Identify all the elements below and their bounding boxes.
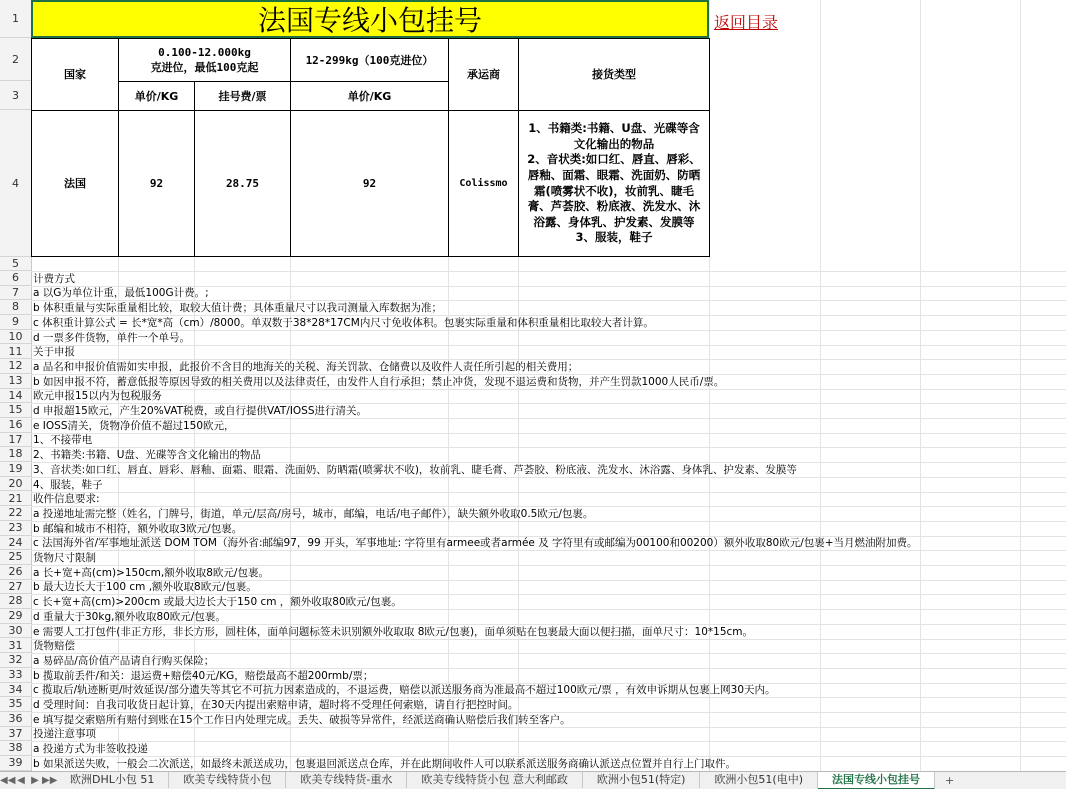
gridline [31,345,1066,346]
range2-header[interactable]: 12-299kg（100克进位） [290,38,449,82]
gridline [31,433,1066,434]
note-line[interactable]: b 如果派送失败，一般会二次派送，如最终未派送成功，包裹退回派送点仓库，并在此期间收件人可以联系派送服务商确认派送点位置并自行上门取件。 [33,757,736,770]
registration-fee-header[interactable]: 挂号费/票 [194,81,291,111]
note-line[interactable]: a 品名和申报价值需如实申报，此报价不含目的地海关的关税、海关罚款、仓储费以及收件人责任所引起的相关费用； [33,360,579,373]
add-sheet-icon[interactable]: + [945,774,955,787]
row-number[interactable]: 36 [0,712,31,727]
gridline [31,639,1066,640]
gridline [31,271,1066,272]
row-number[interactable]: 9 [0,315,31,330]
row-number[interactable]: 31 [0,639,31,654]
sheet-tab[interactable]: 欧洲DHL小包 51 [56,771,169,788]
sheet-tab[interactable]: 欧美专线特货小包 意大利邮政 [407,771,583,788]
note-line[interactable]: 欧元申报15以内为包税服务 [33,390,162,403]
registration-fee-cell[interactable]: 28.75 [194,110,291,257]
row-number[interactable]: 4 [0,110,31,257]
unit-price-cell[interactable]: 92 [118,110,195,257]
row-number[interactable]: 19 [0,462,31,477]
note-line[interactable]: b 邮编和城市不相符，额外收取3欧元/包裹。 [33,522,243,535]
gridline [31,477,1066,478]
row-number[interactable]: 20 [0,477,31,492]
row-number[interactable]: 10 [0,330,31,345]
note-line[interactable]: b 如因申报不符，蓄意低报等原因导致的相关费用以及法律责任，由发件人自行承担；禁止冲货，发现不退运费和货物，并产生罚款1000人民币/票。 [33,375,725,388]
note-line[interactable]: b 揽取前丢件/和关：退运费+赔偿40元/KG，赔偿最高不超200rmb/票； [33,669,374,682]
note-line[interactable]: c 法国海外省/军事地址派送 DOM TOM（海外省:邮编97，99 开头，军事地址: 字符里有armee或者armée 及 字符里有或邮编为00100和00200）额外收取80欧元/包裹+当月燃油附加费。 [33,537,918,550]
row-number[interactable]: 25 [0,550,31,565]
sheet-title-cell[interactable]: 法国专线小包挂号 [31,0,709,38]
row-number[interactable]: 15 [0,403,31,418]
gridline [31,741,1066,742]
sheet-tab[interactable]: 欧美专线特货小包 [169,771,286,788]
note-line[interactable]: 收件信息要求: [33,493,100,506]
row-number[interactable]: 8 [0,300,31,315]
carrier-cell[interactable]: Colissmo [448,110,519,257]
note-line[interactable]: d 申报超15欧元，产生20%VAT税费，或自行提供VAT/IOSS进行清关。 [33,405,368,417]
note-line[interactable]: 3、音状类:如口红、唇直、唇彩、唇釉、面霜、眼霜、洗面奶、防晒霜(喷雾状不收)，妆前乳、睫毛膏、芦荟胶、粉底液、洗发水、沐浴露、身体乳、护发素、发膜等 [33,463,797,476]
range1-header[interactable] [118,38,291,82]
note-line[interactable]: 关于申报 [33,346,75,359]
sheet-tab[interactable]: 欧洲小包51(特定) [583,771,701,788]
note-line[interactable]: 计费方式 [33,272,75,285]
last-sheet-icon[interactable]: ▶▶ [42,775,58,786]
note-line[interactable]: a 投递地址需完整（姓名，门牌号，街道，单元/层高/房号，城市，邮编，电话/电子邮件），缺失额外收取0.5欧元/包裹。 [33,507,594,520]
row-number[interactable]: 28 [0,594,31,609]
first-sheet-icon[interactable]: ◀◀ [0,775,16,786]
gridline [920,0,921,771]
accept-types-cell[interactable]: 1、书籍类:书籍、U盘、光碟等含文化输出的物品 2、音状类:如口红、唇直、唇彩、唇釉、面霜、眼霜、洗面奶、防晒霜(喷雾状不收)，妆前乳、睫毛膏、芦荟胶、粉底液、洗发水、沐浴露、身体乳、护发素、发膜等 3、服装，鞋子 [518,110,710,257]
sheet-tab[interactable]: 法国专线小包挂号 [818,771,935,789]
row-number[interactable]: 17 [0,433,31,448]
row-number[interactable]: 39 [0,756,31,771]
row-number[interactable]: 18 [0,447,31,462]
note-line[interactable]: 投递注意事项 [33,728,96,741]
prev-sheet-icon[interactable]: ◀ [17,775,25,786]
unit-price-header[interactable]: 单价/KG [118,81,195,111]
range1-header-line2: 克进位，最低100克起 [150,61,259,74]
note-line[interactable]: d 受理时间：自我司收货日起计算，在30天内提出索赔申请，超时将不受理任何索赔，请自行把控时间。 [33,699,519,711]
next-sheet-icon[interactable]: ▶ [31,775,39,786]
row-number[interactable]: 12 [0,359,31,374]
note-line[interactable]: a 投递方式为非签收投递 [33,743,148,756]
sheet-tab[interactable]: 欧美专线特货-重水 [286,771,407,788]
gridline [820,0,821,771]
row-number[interactable]: 22 [0,506,31,521]
row-number[interactable]: 5 [0,257,31,271]
row-number[interactable]: 1 [0,0,31,38]
sheet-tabs [56,771,935,789]
back-to-index-link[interactable]: 返回目录 [714,15,779,32]
row-number[interactable]: 2 [0,38,31,81]
row-number[interactable]: 3 [0,81,31,110]
accept-type-header[interactable]: 接货类型 [518,38,710,111]
row-number[interactable]: 34 [0,683,31,698]
note-line[interactable]: a 以G为单位计重，最低100G计费。; [33,287,209,300]
note-line[interactable]: c 揽取后/轨迹断更/时效延误/部分遗失等其它不可抗力因素造成的，不退运费，赔偿以派送服务商为准最高不超过100欧元/票 ，有效申诉期从包裹上网30天内。 [33,684,776,697]
unit-price-header-2[interactable]: 单价/KG [290,81,449,111]
row-number[interactable]: 21 [0,492,31,507]
gridline [31,727,1066,728]
note-line[interactable]: a 易碎品/高价值产品请自行购买保险； [33,654,215,667]
note-line[interactable]: d 一票多件货物，单件一个单号。 [33,331,191,344]
note-line[interactable]: b 体积重量与实际重量相比较，取较大值计费；具体重量尺寸以我司测量入库数据为准； [33,302,443,315]
sheet-tab-bar [0,771,1066,789]
row-number[interactable]: 16 [0,418,31,433]
row-number[interactable]: 6 [0,271,31,286]
note-line[interactable]: e 需要人工打包件(非正方形，非长方形，圆柱体，面单问题标签未识别额外收取取 8欧元/包裹)，面单须贴在包裹最大面以便扫描，面单尺寸：10*15cm。 [33,625,754,638]
note-line[interactable]: 2、书籍类:书籍、U盘、光碟等含文化输出的物品 [33,449,261,462]
note-line[interactable]: 4、服装，鞋子 [33,478,103,491]
note-line[interactable]: 货物尺寸限制 [33,552,96,564]
note-line[interactable]: c 长+宽+高(cm)>200cm 或最大边长大于150 cm ，额外收取80欧元/包裹。 [33,596,402,609]
row-number[interactable]: 38 [0,741,31,756]
note-line[interactable]: e 填写提交索赔所有赔付到账在15个工作日内处理完成。丢失、破损等异常件，经派送商确认赔偿后我们转至客户。 [33,713,571,726]
note-line[interactable]: d 重量大于30kg,额外收取80欧元/包裹。 [33,610,226,623]
row-number[interactable]: 14 [0,389,31,404]
row-number[interactable]: 29 [0,609,31,624]
note-line[interactable]: a 长+宽+高(cm)>150cm,额外收取8欧元/包裹。 [33,566,269,579]
note-line[interactable]: e IOSS清关，货物净价值不超过150欧元， [33,419,235,432]
row-number[interactable]: 32 [0,653,31,668]
row-number[interactable]: 13 [0,374,31,389]
row-number[interactable]: 30 [0,624,31,639]
note-line[interactable]: 1、不接带电 [33,434,93,447]
carrier-header[interactable]: 承运商 [448,38,519,111]
gridline [31,389,1066,390]
row-number[interactable]: 33 [0,668,31,683]
row-number[interactable]: 24 [0,536,31,551]
row-number[interactable]: 35 [0,697,31,712]
gridline [31,550,1066,551]
note-line[interactable]: b 最大边长大于100 cm ,额外收取8欧元/包裹。 [33,581,257,594]
unit-price-cell-2[interactable]: 92 [290,110,449,257]
gridline [1020,0,1021,771]
gridline [31,492,1066,493]
note-line[interactable]: c 体积重计算公式 = 长*宽*高（cm）/8000。单双数于38*28*17CM内尺寸免收体积。包裹实际重量和体积重量相比取较大者计算。 [33,316,654,329]
row-number[interactable]: 37 [0,727,31,742]
row-number[interactable]: 23 [0,521,31,536]
row-number[interactable]: 11 [0,345,31,360]
range1-header-line1: 0.100-12.000kg [158,46,251,59]
row-number[interactable]: 26 [0,565,31,580]
sheet-tab[interactable]: 欧洲小包51(电中) [700,771,818,788]
note-line[interactable]: 货物赔偿 [33,640,75,653]
row-number[interactable]: 27 [0,580,31,595]
row-number[interactable]: 7 [0,286,31,301]
country-cell[interactable]: 法国 [31,110,119,257]
country-header[interactable]: 国家 [31,38,119,111]
